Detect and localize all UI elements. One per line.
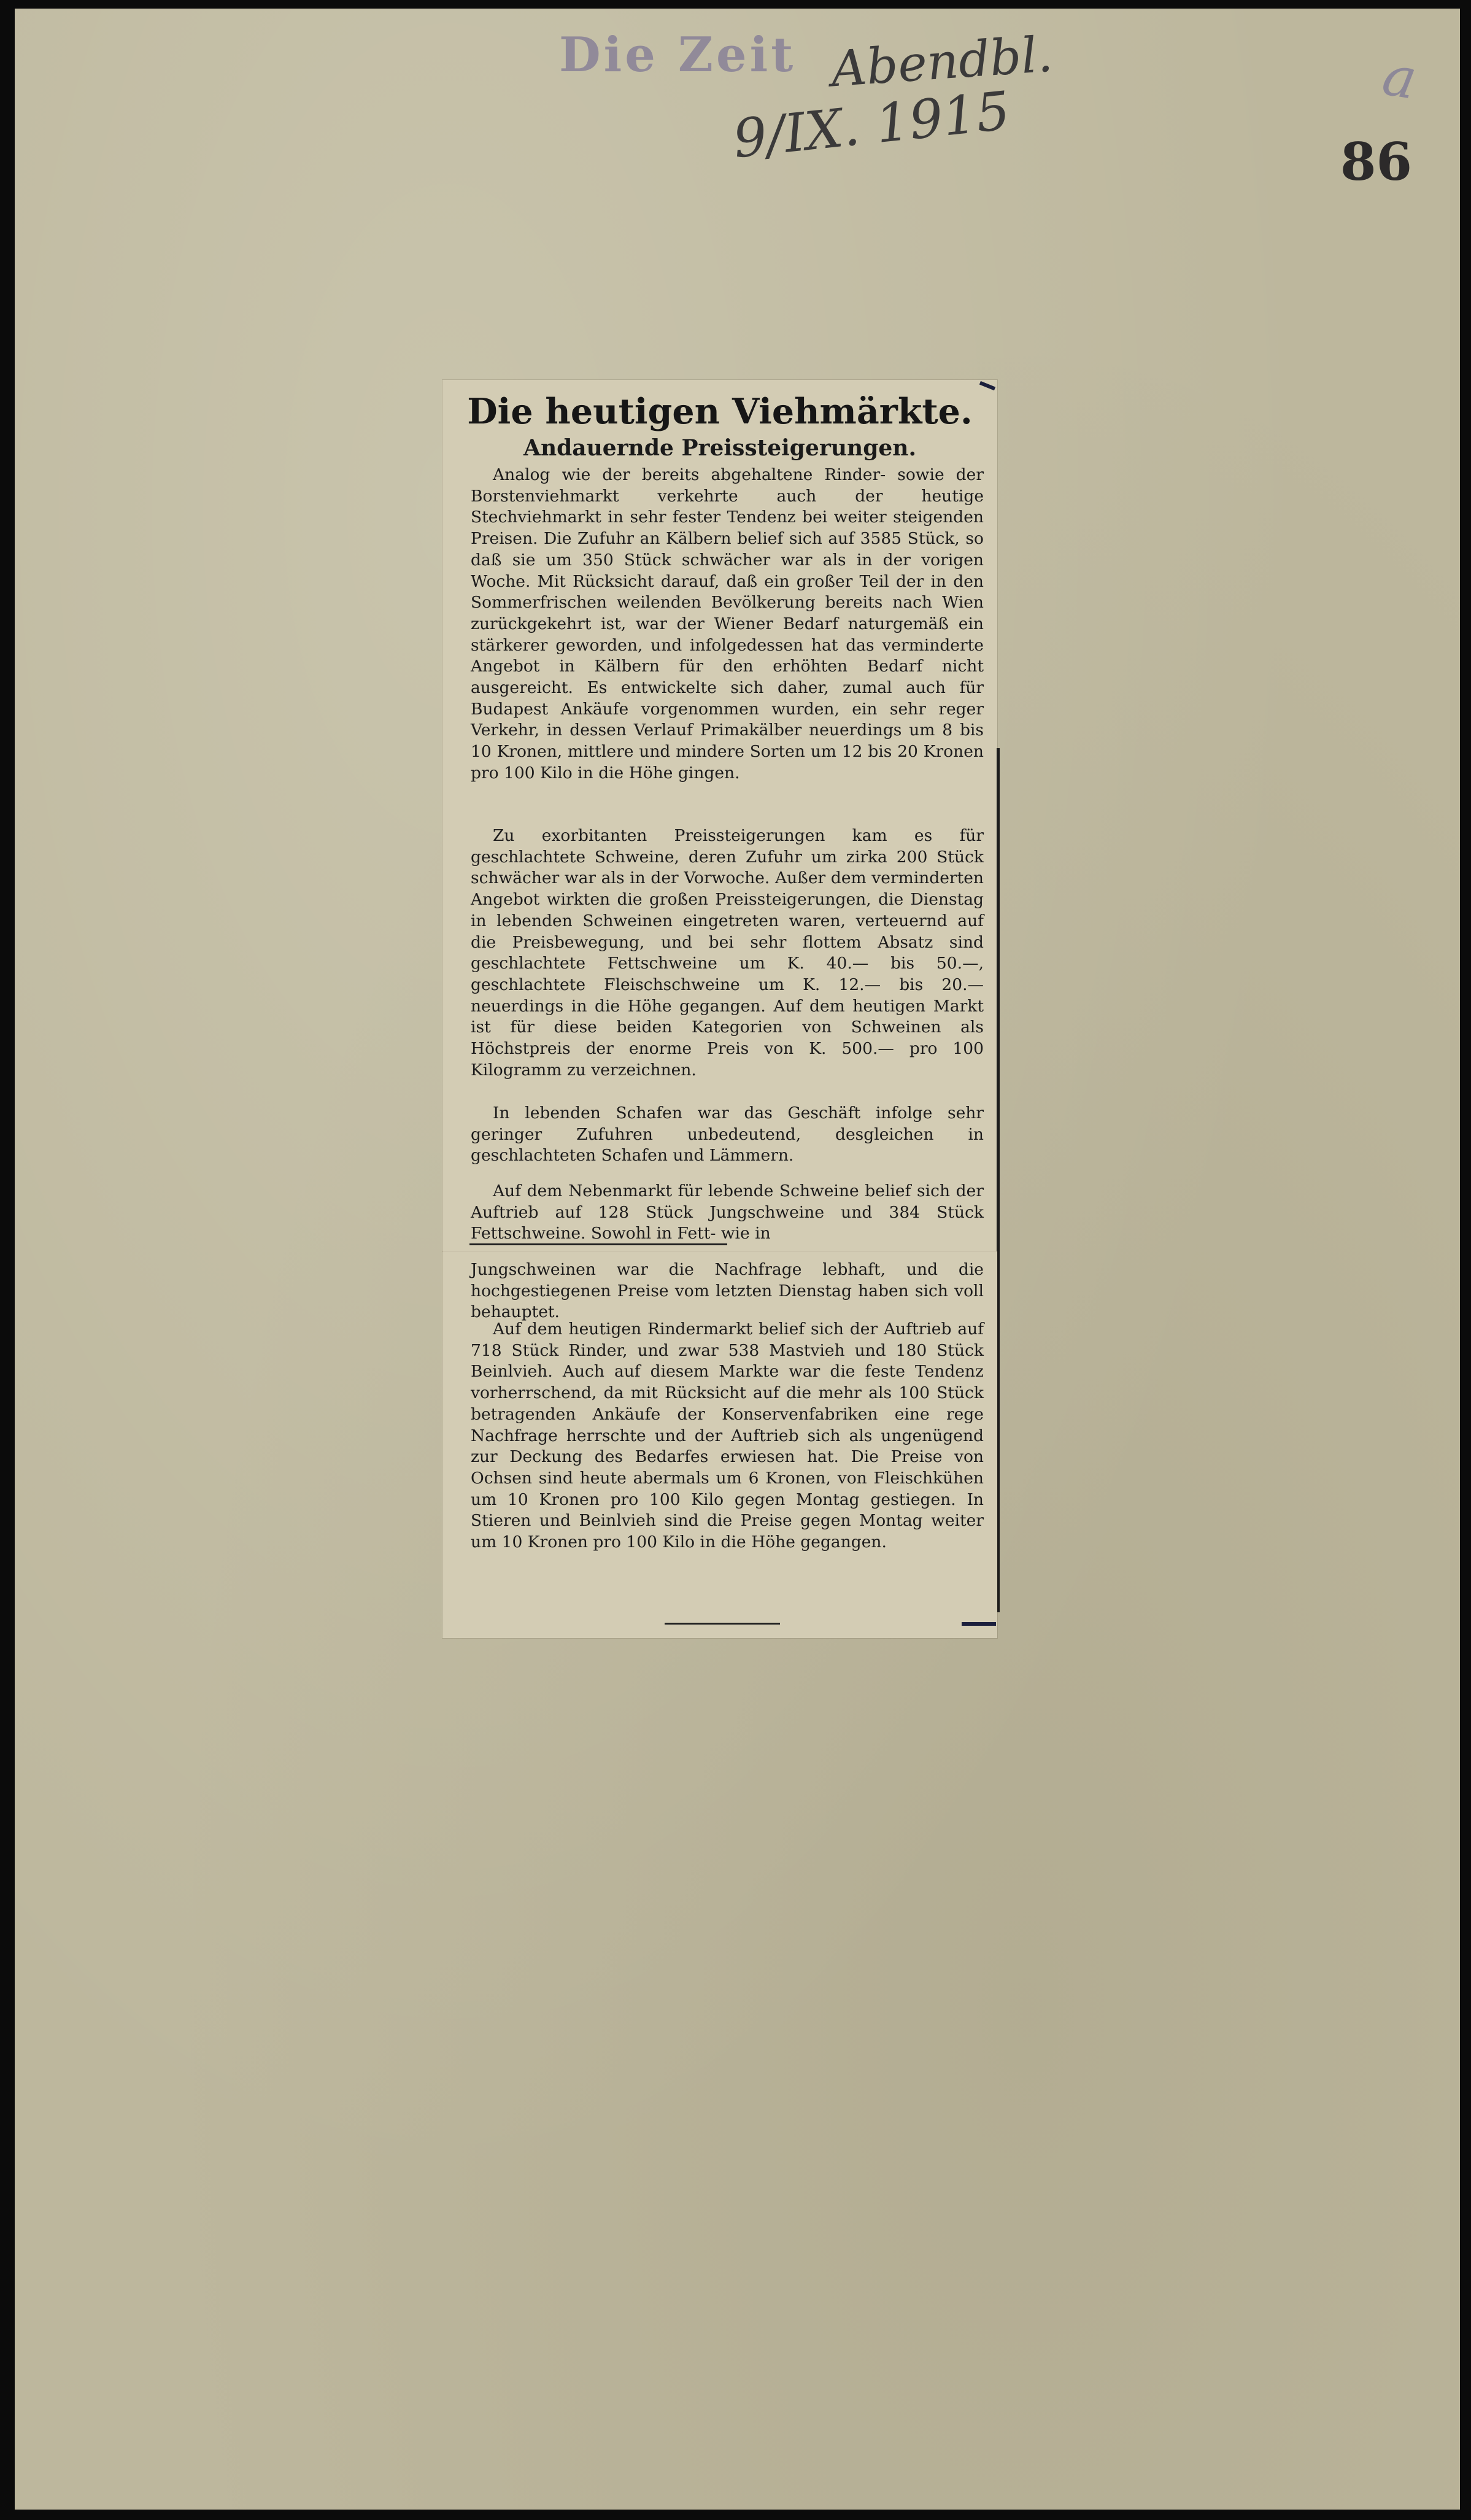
newspaper-clipping-top (442, 380, 997, 1251)
archive-sheet (15, 9, 1460, 2510)
article-title: Die heutigen Viehmärkte. (467, 391, 973, 432)
newspaper-clipping-bottom (442, 1251, 997, 1638)
article-paragraph: Analog wie der bereits abgehaltene Rinder- sowie der Borstenviehmarkt verkehrte auch der heutige Stechviehmarkt in sehr fester Tendenz bei weiter steigenden Preisen. Die Zufuhr an Kälbern belief sich auf 3585 Stück, so daß sie um 350 Stück schwächer war als in der vorigen Woche. Mit Rücksicht darauf, daß ein großer Teil der in den Sommerfrischen weilenden Bevölkerung bereits nach Wien zurückgekehrt ist, war der Wiener Bedarf naturgemäß ein stärkerer geworden, und infolgedessen hat das verminderte Angebot in Kälbern für den erhöhten Bedarf nicht ausgereicht. Es entwickelte sich daher, zumal auch für Budapest Ankäufe vorgenommen wurden, ein sehr reger Verkehr, in dessen Verlauf Primakälber neuerdings um 8 bis 10 Kronen, mittlere und mindere Sorten um 12 bis 20 Kronen pro 100 Kilo in die Höhe gingen. (471, 465, 984, 783)
article-end-rule (665, 1623, 780, 1625)
newspaper-stamp: Die Zeit (559, 27, 797, 83)
handwritten-date: 9/IX. 1915 (730, 80, 1013, 171)
article-subtitle: Andauernde Preissteigerungen. (523, 435, 916, 461)
handwritten-edition-note: Abendbl. (829, 25, 1055, 98)
handwritten-corner-mark: a (1378, 43, 1422, 112)
article-paragraph: Zu exorbitanten Preissteigerungen kam es für geschlachtete Schweine, deren Zufuhr um zirka 200 Stück schwächer war als in der Vorwoche. Außer dem verminderten Angebot wirkten die großen Preissteigerungen, die Dienstag in lebenden Schweinen eingetreten waren, verteuernd auf die Preisbewegung, und bei sehr flottem Absatz sind geschlachtete Fettschweine um K. 40.— bis 50.—, geschlachtete Fleischschweine um K. 12.— bis 20.— neuerdings in die Höhe gegangen. Auf dem heutigen Markt ist für diese beiden Kategorien von Schweinen als Höchstpreis der enorme Preis von K. 500.— pro 100 Kilogramm zu verzeichnen. (471, 826, 984, 1080)
article-paragraph: In lebenden Schafen war das Geschäft infolge sehr geringer Zufuhren unbedeutend, desgleichen in geschlachteten Schafen und Lämmern. (471, 1103, 984, 1165)
article-paragraph: Jungschweinen war die Nachfrage lebhaft, und die hochgestiegenen Preise vom letzten Dienstag haben sich voll behauptet. (471, 1260, 984, 1322)
article-paragraph: Auf dem Nebenmarkt für lebende Schweine belief sich der Auftrieb auf 128 Stück Jungschweine und 384 Stück Fettschweine. Sowohl in Fett- wie in (471, 1181, 984, 1243)
article-paragraph: Auf dem heutigen Rindermarkt belief sich der Auftrieb auf 718 Stück Rinder, und zwar 538 Mastvieh und 180 Stück Beinlvieh. Auch auf diesem Markte war die feste Tendenz vorherrschend, da mit Rücksicht auf die mehr als 100 Stück betragenden Ankäufe der Konservenfabriken eine rege Nachfrage herrschte und der Auftrieb sich als ungenügend zur Deckung des Bedarfes erwiesen hat. Die Preise von Ochsen sind heute abermals um 6 Kronen, von Fleischkühen um 10 Kronen pro 100 Kilo gegen Montag gestiegen. In Stieren und Beinlvieh sind die Preise gegen Montag weiter um 10 Kronen pro 100 Kilo in die Höhe gegangen. (471, 1320, 984, 1552)
page-number: 86 (1340, 131, 1412, 192)
underline-mark (469, 1243, 727, 1245)
bottom-pen-mark (962, 1622, 996, 1626)
